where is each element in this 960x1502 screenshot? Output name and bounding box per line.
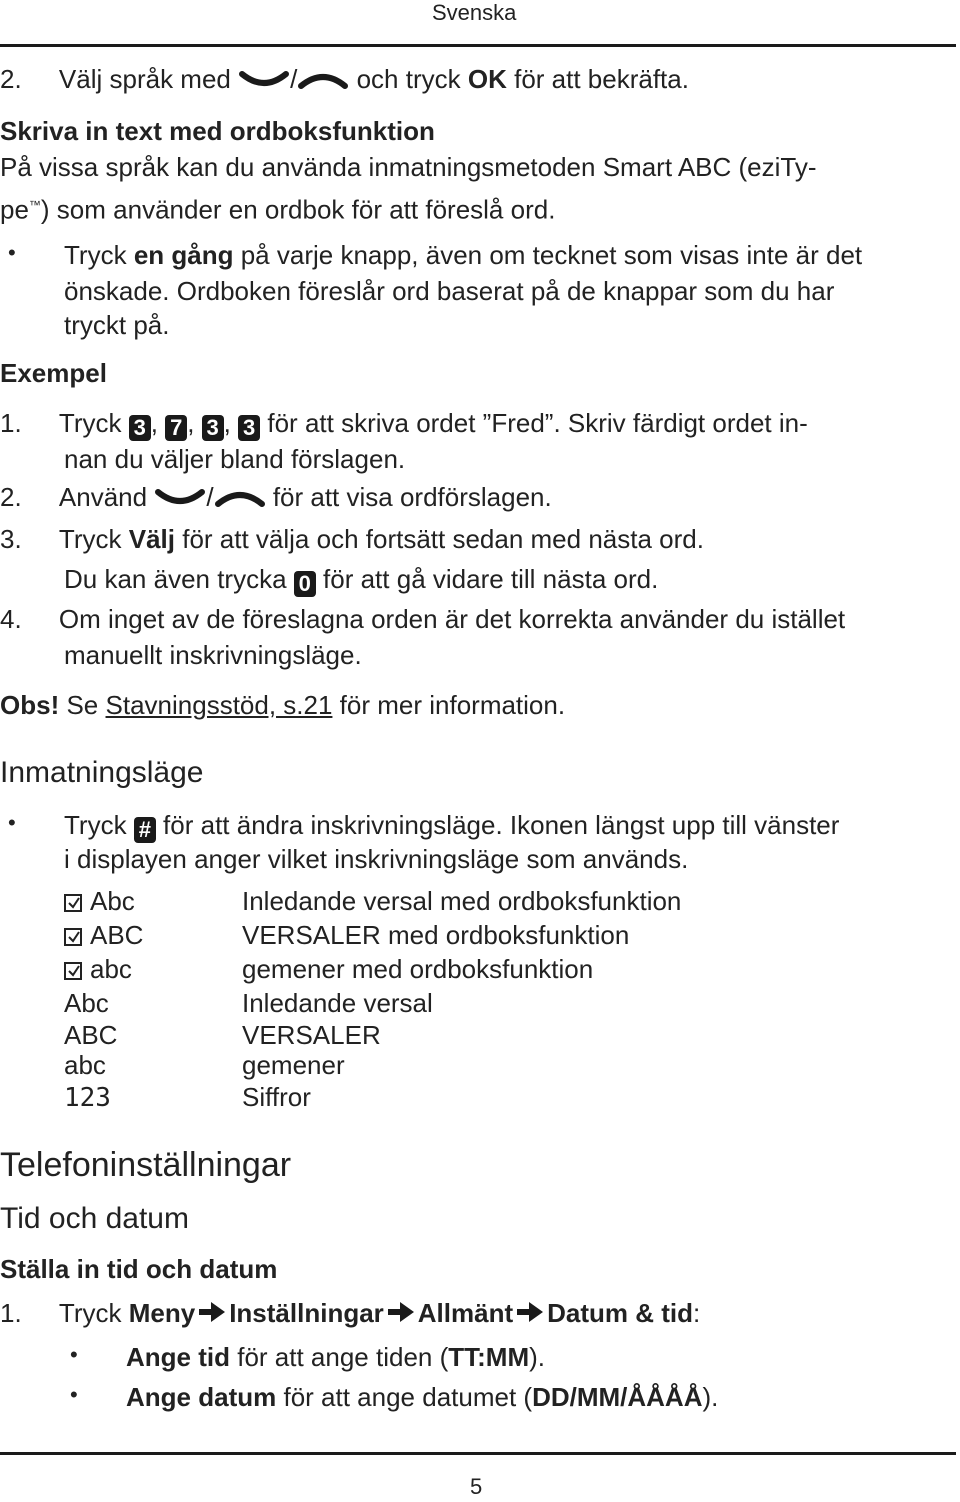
text: för att visa ordförslagen. (272, 482, 552, 512)
text: för att ange datumet ( (283, 1382, 533, 1412)
input-mode-bullet-cont: i displayen anger vilket inskrivningsläge som används. (64, 844, 689, 874)
text-bold: en gång (133, 240, 234, 270)
right-arrow-icon (517, 1298, 543, 1332)
step-text: för att bekräfta. (514, 64, 689, 94)
right-arrow-icon (199, 1298, 225, 1332)
example-step-2 (0, 480, 552, 516)
down-arrow-icon (238, 64, 290, 98)
colon: : (693, 1298, 701, 1328)
text: Du kan även trycka (64, 564, 287, 594)
input-mode-label: abc (64, 952, 242, 986)
trademark: ™ (28, 198, 41, 212)
text: Tryck (58, 408, 122, 438)
menu-path-settings: Inställningar (229, 1298, 384, 1328)
language-step (0, 62, 689, 98)
example-step-3 (0, 522, 704, 556)
key-3: 3 (238, 415, 260, 441)
input-mode-description: VERSALER med ordboksfunktion (242, 920, 630, 950)
input-mode-label: ABC (64, 1020, 118, 1050)
input-mode-description: Siffror (242, 1082, 311, 1112)
text: Tryck (64, 240, 127, 270)
text: ). (702, 1382, 719, 1412)
header-rule (0, 44, 956, 47)
text: Se (66, 690, 99, 720)
key-3: 3 (129, 415, 151, 441)
text: för att välja och fortsätt sedan med nästa ord. (182, 524, 704, 554)
text: pe (0, 194, 29, 225)
text: på varje knapp, även om tecknet som visas inte är det (240, 240, 863, 270)
bullet-text: önskade. Ordboken föreslår ord baserat på de knappar som du har (64, 276, 835, 306)
example-step-1-cont: nan du väljer bland förslagen. (64, 444, 406, 474)
step-number: 1. (0, 408, 22, 438)
time-format: TT:MM (448, 1342, 530, 1372)
input-mode-label: ABC (64, 918, 242, 952)
input-mode-row (64, 1080, 311, 1119)
up-arrow-icon (297, 64, 349, 98)
input-mode-bullet (64, 808, 839, 843)
example-step-3-cont (64, 562, 658, 597)
step-number: 4. (0, 604, 22, 634)
bullet-dot: • (8, 810, 16, 835)
note (0, 688, 565, 722)
bullet-text (64, 238, 862, 272)
bullet-dot: • (70, 1342, 78, 1367)
text: Tryck (58, 524, 122, 554)
text: för att gå vidare till nästa ord. (323, 564, 659, 594)
input-mode-description: Inledande versal (242, 988, 433, 1018)
text: Tryck (64, 810, 127, 840)
input-mode-label: 123 (64, 1083, 111, 1113)
down-arrow-icon (154, 482, 206, 516)
menu-path-date-time: Datum & tid (547, 1298, 694, 1328)
text: ) som använder en ordbok för att föreslå ord. (40, 194, 556, 225)
text: för mer information. (339, 690, 566, 720)
step-text: Välj språk med (58, 64, 231, 94)
bullet-dot: • (70, 1382, 78, 1407)
dictionary-check-icon (64, 928, 82, 946)
up-arrow-icon (214, 482, 266, 516)
input-mode-label: Abc (64, 884, 242, 918)
step-text: och tryck (356, 64, 461, 94)
input-mode-heading: Inmatningsläge (0, 756, 204, 789)
step-number: 3. (0, 524, 22, 554)
step-number: 1. (0, 1298, 22, 1328)
date-format: DD/MM/ÅÅÅÅ (532, 1382, 703, 1412)
example-step-4 (0, 602, 845, 636)
slash: / (206, 482, 214, 512)
settings-step-1 (0, 1296, 700, 1332)
dictionary-intro-line (0, 188, 555, 227)
dictionary-heading: Skriva in text med ordboksfunktion (0, 116, 435, 146)
text: för att skriva ordet ”Fred”. Skriv färdigt ordet in- (267, 408, 808, 438)
comma: , (187, 408, 195, 438)
key-3: 3 (202, 415, 224, 441)
text: för att ändra inskrivningsläge. Ikonen längst upp till vänster (163, 810, 840, 840)
step-number: 2. (0, 482, 22, 512)
input-mode-description: VERSALER (242, 1020, 381, 1050)
text-bold: Ange datum (126, 1382, 277, 1412)
input-mode-description: gemener (242, 1050, 345, 1080)
dictionary-check-icon (64, 894, 82, 912)
dictionary-check-icon (64, 962, 82, 980)
footer-rule (0, 1452, 956, 1455)
right-arrow-icon (388, 1298, 414, 1332)
text: Om inget av de föreslagna orden är det korrekta använder du istället (58, 604, 846, 634)
set-time-bullet (126, 1340, 545, 1374)
input-mode-description: Inledande versal med ordboksfunktion (242, 886, 682, 916)
comma: , (150, 408, 158, 438)
text-bold: Välj (128, 524, 175, 554)
step-number: 2. (0, 64, 22, 94)
text: ). (529, 1342, 546, 1372)
text-bold: Ange tid (126, 1342, 230, 1372)
menu-path-general: Allmänt (417, 1298, 514, 1328)
key-0: 0 (294, 571, 316, 597)
bullet-dot: • (8, 240, 16, 265)
ok-key-label: OK (467, 64, 507, 94)
page-number: 5 (470, 1474, 483, 1499)
spelling-help-link[interactable]: Stavningsstöd, s.21 (105, 690, 333, 720)
key-hash: # (134, 817, 156, 843)
comma: , (223, 408, 231, 438)
input-mode-description: gemener med ordboksfunktion (242, 954, 594, 984)
dictionary-intro-line: På vissa språk kan du använda inmatningsmetoden Smart ABC (eziTy- (0, 152, 817, 182)
input-mode-label: abc (64, 1050, 106, 1080)
set-date-bullet (126, 1380, 718, 1414)
text: Tryck (58, 1298, 122, 1328)
menu-path-menu: Meny (128, 1298, 196, 1328)
key-7: 7 (165, 415, 187, 441)
header-language: Svenska (432, 0, 517, 25)
example-step-4-cont: manuellt inskrivningsläge. (64, 640, 362, 670)
time-date-heading: Tid och datum (0, 1202, 189, 1235)
set-time-date-heading: Ställa in tid och datum (0, 1254, 278, 1284)
example-step-1 (0, 406, 808, 441)
text: för att ange tiden ( (237, 1342, 449, 1372)
note-label: Obs! (0, 690, 60, 720)
slash: / (290, 64, 298, 94)
input-mode-label: Abc (64, 988, 109, 1018)
bullet-text: tryckt på. (64, 310, 170, 340)
phone-settings-heading: Telefoninställningar (0, 1146, 292, 1184)
example-heading: Exempel (0, 358, 107, 388)
text: Använd (58, 482, 148, 512)
